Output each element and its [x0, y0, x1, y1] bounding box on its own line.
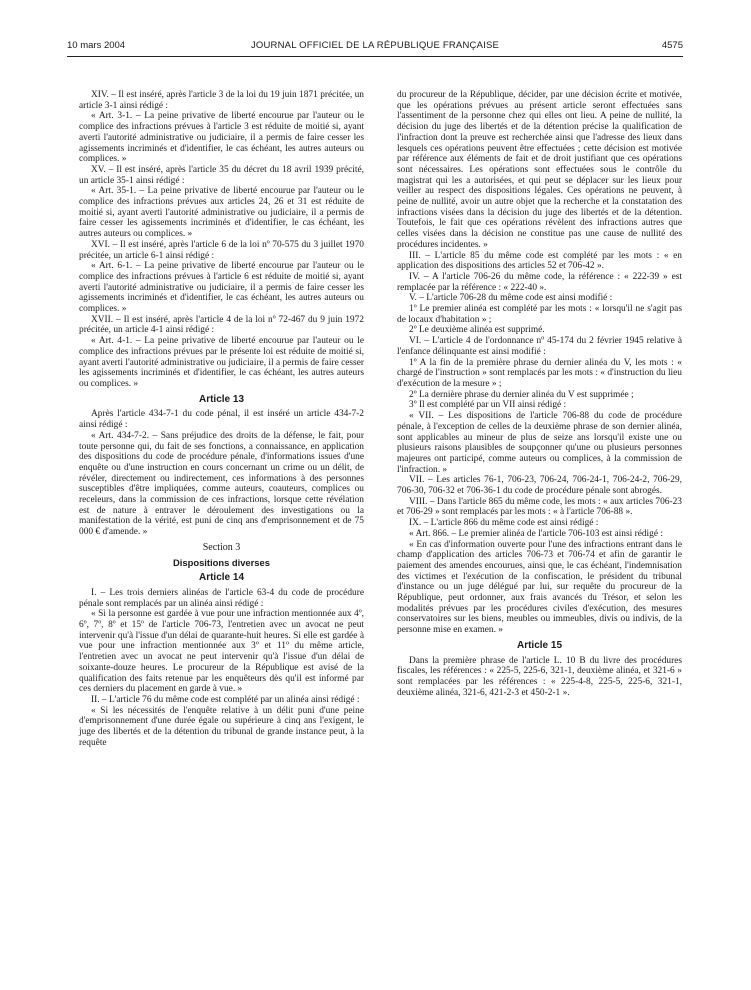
paragraph: « Art. 6-1. – La peine privative de liberté encourue par l'auteur ou le complice des infractions prévues à l'article 6 est réduite de moitié si, ayant averti l'autorité administrative ou judiciaire, il a permis de faire cesser les agissements incriminés et d'identifier, le cas échéant, les autres auteurs ou complices. » [79, 261, 364, 315]
header-rule [67, 56, 683, 57]
paragraph: Après l'article 434-7-1 du code pénal, il est inséré un article 434-7-2 ainsi rédigé : [79, 409, 364, 431]
paragraph: « Art. 3-1. – La peine privative de liberté encourue par l'auteur ou le complice des infractions prévues à l'article 3 est réduite de moitié si, ayant averti l'autorité administrative ou judiciaire, il a permis de faire cesser les agissements incriminés et d'identifier, le cas échéant, les autres auteurs ou complices. » [79, 111, 364, 165]
left-column [79, 90, 364, 748]
paragraph: 1º Le premier alinéa est complété par les mots : « lorsqu'il ne s'agit pas de locaux d'habitation » ; [397, 304, 682, 325]
header-page-number: 4575 [661, 40, 683, 51]
article-14-title: Article 14 [198, 572, 245, 584]
paragraph: III. – L'article 85 du même code est complété par les mots : « en application des dispositions des articles 52 et 706-42 ». [397, 250, 682, 272]
paragraph: VI. – L'article 4 de l'ordonnance nº 45-174 du 2 février 1945 relative à l'enfance délinquante est ainsi modifié : [397, 336, 682, 357]
header-journal-title: JOURNAL OFFICIEL DE LA RÉPUBLIQUE FRANÇAISE [250, 40, 500, 51]
paragraph: « Art. 866. – Le premier alinéa de l'article 706-103 est ainsi rédigé : [409, 528, 663, 539]
paragraph: Dans la première phrase de l'article L. 10 B du livre des procédures fiscales, les références : « 225-5, 225-6, 321-1, deuxième alinéa, et 321-6 » sont remplacées par les références : « 225-4-8, 225-5, 225-6, 321-1, deuxième alinéa, 321-6, 421-2-3 et 450-2-1 ». [397, 655, 682, 698]
paragraph: IV. – A l'article 706-26 du même code, la référence : « 222-39 » est remplacée par la référence : « 222-40 ». [397, 271, 682, 293]
paragraph: « VII. – Les dispositions de l'article 706-88 du code de procédure pénale, à l'exception de celles de la deuxième phrase de son dernier alinéa, sont applicables au mineur de plus de seize ans lorsqu'il existe une ou plusieurs raisons plausibles de soupçonner qu'une ou plusieurs personnes majeures ont participé, comme auteurs ou complices, à la commission de l'infraction. » [397, 411, 682, 475]
paragraph: I. – Les trois derniers alinéas de l'article 63-4 du code de procédure pénale sont remplacés par un alinéa ainsi rédigé : [79, 587, 364, 609]
paragraph: « Art. 35-1. – La peine privative de liberté encourue par l'auteur ou le complice des infractions prévues aux articles 24, 26 et 31 est réduite de moitié si, ayant averti l'autorité administrative ou judiciaire, il a permis de faire cesser les agissements incriminés et d'identifier, le cas échéant, les autres auteurs ou complices. » [79, 186, 364, 240]
paragraph: 3º Il est complété par un VII ainsi rédigé : [409, 400, 567, 411]
article-15-title: Article 15 [516, 639, 563, 651]
header-date: 10 mars 2004 [67, 40, 126, 51]
paragraph: 1º A la fin de la première phrase du dernier alinéa du V, les mots : « chargé de l'instruction » sont remplacés par les mots : « d'instruction du lieu d'exécution de la mesure » ; [397, 357, 682, 389]
paragraph: « En cas d'information ouverte pour l'une des infractions entrant dans le champ d'application des articles 706-73 et 706-74 et afin de garantir le paiement des amendes encourues, ainsi que, le cas échéant, l'indemnisation des victimes et l'exécution de la confiscation, le président du tribunal d'instance ou un juge délégué par lui, sur requête du procureur de la République, peut ordonner, aux frais avancés du Trésor, et selon les modalités prévues par les procédures civiles d'exécution, des mesures conservatoires sur les biens, meubles ou immeubles, divis ou indivis, de la personne mise en examen. » [397, 539, 682, 636]
paragraph: 2º Le deuxième alinéa est supprimé. [409, 325, 545, 336]
paragraph: du procureur de la République, décider, par une décision écrite et motivée, que les opérations prévues au présent article seront effectuées sans l'assentiment de la personne chez qui elles ont lieu. A peine de nullité, la décision du juge des libertés et de la détention précise la qualification de l'infraction dont la preuve est recherchée ainsi que l'adresse des lieux dans lesquels ces opérations peuvent être effectuées ; cette décision est motivée par référence aux éléments de fait et de droit justifiant que ces opérations sont nécessaires. Les opérations sont effectuées sous le contrôle du magistrat qui les a autorisées, et qui peut se déplacer sur les lieux pour veiller au respect des dispositions légales. Ces opérations ne peuvent, à peine de nullité, avoir un autre objet que la recherche et la constatation des infractions visées dans la décision du juge des libertés et de la détention. Toutefois, le fait que ces opérations révèlent des infractions autres que celles visées dans la décision ne constitue pas une cause de nullité des procédures incidentes. » [397, 90, 682, 250]
article-13-title: Article 13 [198, 393, 245, 405]
paragraph: XV. – Il est inséré, après l'article 35 du décret du 18 avril 1939 précité, un article 35-1 ainsi rédigé : [79, 164, 364, 186]
paragraph: XVI. – Il est inséré, après l'article 6 de la loi nº 70-575 du 3 juillet 1970 précitée, un article 6-1 ainsi rédigé : [79, 239, 364, 261]
paragraph: IX. – L'article 866 du même code est ainsi rédigé : [409, 518, 599, 529]
paragraph: II. – L'article 76 du même code est complété par un alinéa ainsi rédigé : [91, 694, 360, 705]
paragraph: 2º La dernière phrase du dernier alinéa du V est supprimée ; [409, 389, 634, 400]
paragraph: V. – L'article 706-28 du même code est ainsi modifié : [409, 293, 613, 304]
page-header [67, 40, 683, 54]
paragraph: VII. – Les articles 76-1, 706-23, 706-24, 706-24-1, 706-24-2, 706-29, 706-30, 706-32 et 706-36-1 du code de procédure pénale sont abrogés. [397, 475, 682, 497]
paragraph: XIV. – Il est inséré, après l'article 3 de la loi du 19 juin 1871 précitée, un article 3-1 ainsi rédigé : [79, 90, 364, 111]
paragraph: « Si la personne est gardée à vue pour une infraction mentionnée aux 4º, 6º, 7º, 8º et 15º de l'article 706-73, l'entretien avec un avocat ne peut intervenir qu'à l'issue d'un délai de quarante-huit heures. Si elle est gardée à vue pour une infraction mentionnée aux 3º et 11º du même article, l'entretien avec un avocat ne peut intervenir qu'à l'issue d'un délai de soixante-douze heures. Le procureur de la République est avisé de la qualification des faits retenue par les enquêteurs dès qu'il est informé par ces derniers du placement en garde à vue. » [79, 609, 364, 695]
section-subtitle: Dispositions diverses [173, 556, 270, 568]
right-column [397, 90, 682, 698]
paragraph: VIII. – Dans l'article 865 du même code, les mots : « aux articles 706-23 et 706-29 » sont remplacés par les mots : « à l'article 706-88 ». [397, 496, 682, 518]
paragraph: « Si les nécessités de l'enquête relative à un délit puni d'une peine d'emprisonnement d'une durée égale ou supérieure à cinq ans l'exigent, le juge des libertés et de la détention du tribunal de grande instance peut, à la requête [79, 705, 364, 748]
paragraph: « Art. 4-1. – La peine privative de liberté encourue par l'auteur ou le complice des infractions prévues par le présente loi est réduite de moitié si, ayant averti l'autorité administrative ou judiciaire, il a permis de faire cesser les agissements incriminés et d'identifier, le cas échéant, les autres auteurs ou complices. » [79, 336, 364, 389]
paragraph: « Art. 434-7-2. – Sans préjudice des droits de la défense, le fait, pour toute personne qui, du fait de ses fonctions, a connaissance, en application des dispositions du code de procédure pénale, d'informations issues d'une enquête ou d'une instruction en cours concernant un crime ou un délit, de révéler, directement ou indirectement, ces informations à des personnes susceptibles d'être impliquées, comme auteurs, coauteurs, complices ou receleurs, dans la commission de ces infractions, lorsque cette révélation est de nature à entraver le déroulement des investigations ou la manifestation de la vérité, est puni de cinq ans d'emprisonnement et de 75 000 € d'amende. » [79, 430, 364, 538]
paragraph: XVII. – Il est inséré, après l'article 4 de la loi nº 72-467 du 9 juin 1972 précitée, un article 4-1 ainsi rédigé : [79, 314, 364, 336]
section-title: Section 3 [202, 541, 241, 553]
